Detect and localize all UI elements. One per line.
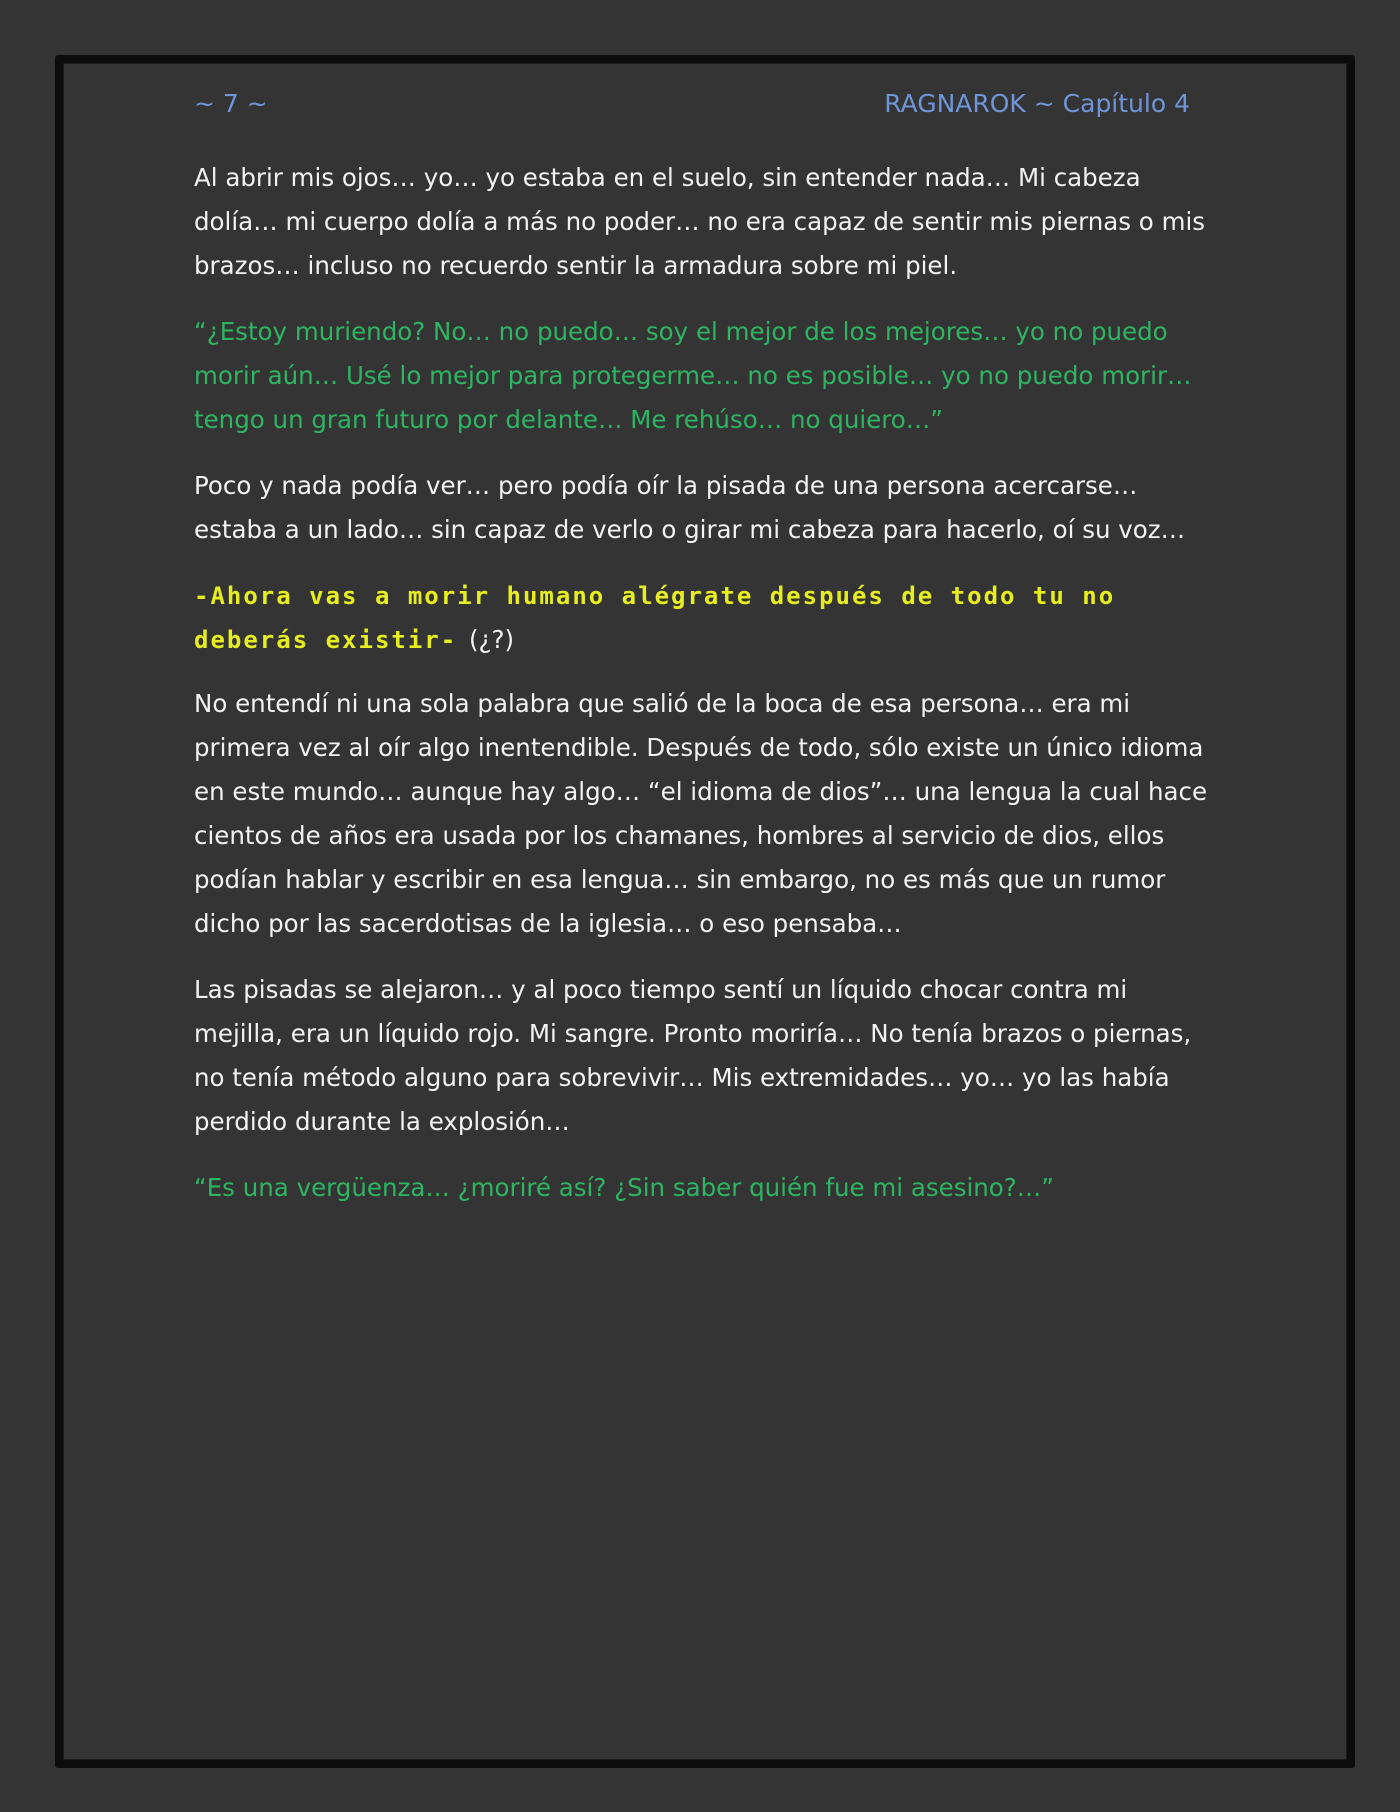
chapter-title: RAGNAROK ~ Capítulo 4 [884,89,1190,118]
page-content [194,82,1212,1232]
divine-language-line [194,574,1212,662]
narration-paragraph-4: Las pisadas se alejaron… y al poco tiempo sentí un líquido chocar contra mi mejilla, era un líquido rojo. Mi sangre. Pronto moriría… No tenía brazos o piernas, no tenía método alguno para sobrevivir… Mis extremidades… yo… yo las había perdido durante la explosión… [194,975,1192,1136]
unknown-speech-note: (¿?) [468,625,515,654]
page-number: ~ 7 ~ [194,89,268,118]
divine-language-text: -Ahora vas a morir humano alégrate después de todo tu no deberás existir- [194,582,1116,654]
inner-thought-paragraph-2: “Es una vergüenza… ¿moriré así? ¿Sin saber quién fue mi asesino?…” [194,1173,1054,1202]
page-header [194,82,1212,126]
narration-paragraph-3: No entendí ni una sola palabra que salió de la boca de esa persona… era mi primera vez al oír algo inentendible. Después de todo, sólo existe un único idioma en este mundo… aunque hay algo… “el idioma de dios”… una lengua la cual hace cientos de años era usada por los chamanes, hombres al servicio de dios, ellos podían hablar y escribir en esa lengua… sin embargo, no es más que un rumor dicho por las sacerdotisas de la iglesia… o eso pensaba… [194,689,1208,938]
narration-paragraph-1: Al abrir mis ojos… yo… yo estaba en el suelo, sin entender nada… Mi cabeza dolía… mi cuerpo dolía a más no poder… no era capaz de sentir mis piernas o mis brazos… incluso no recuerdo sentir la armadura sobre mi piel. [194,163,1206,280]
inner-thought-paragraph-1: “¿Estoy muriendo? No… no puedo… soy el mejor de los mejores… yo no puedo morir aún… Usé lo mejor para protegerme… no es posible… yo no puedo morir… tengo un gran futuro por delante… Me rehúso… no quiero…” [194,317,1192,434]
narration-paragraph-2: Poco y nada podía ver… pero podía oír la pisada de una persona acercarse… estaba a un lado… sin capaz de verlo o girar mi cabeza para hacerlo, oí su voz… [194,471,1186,544]
